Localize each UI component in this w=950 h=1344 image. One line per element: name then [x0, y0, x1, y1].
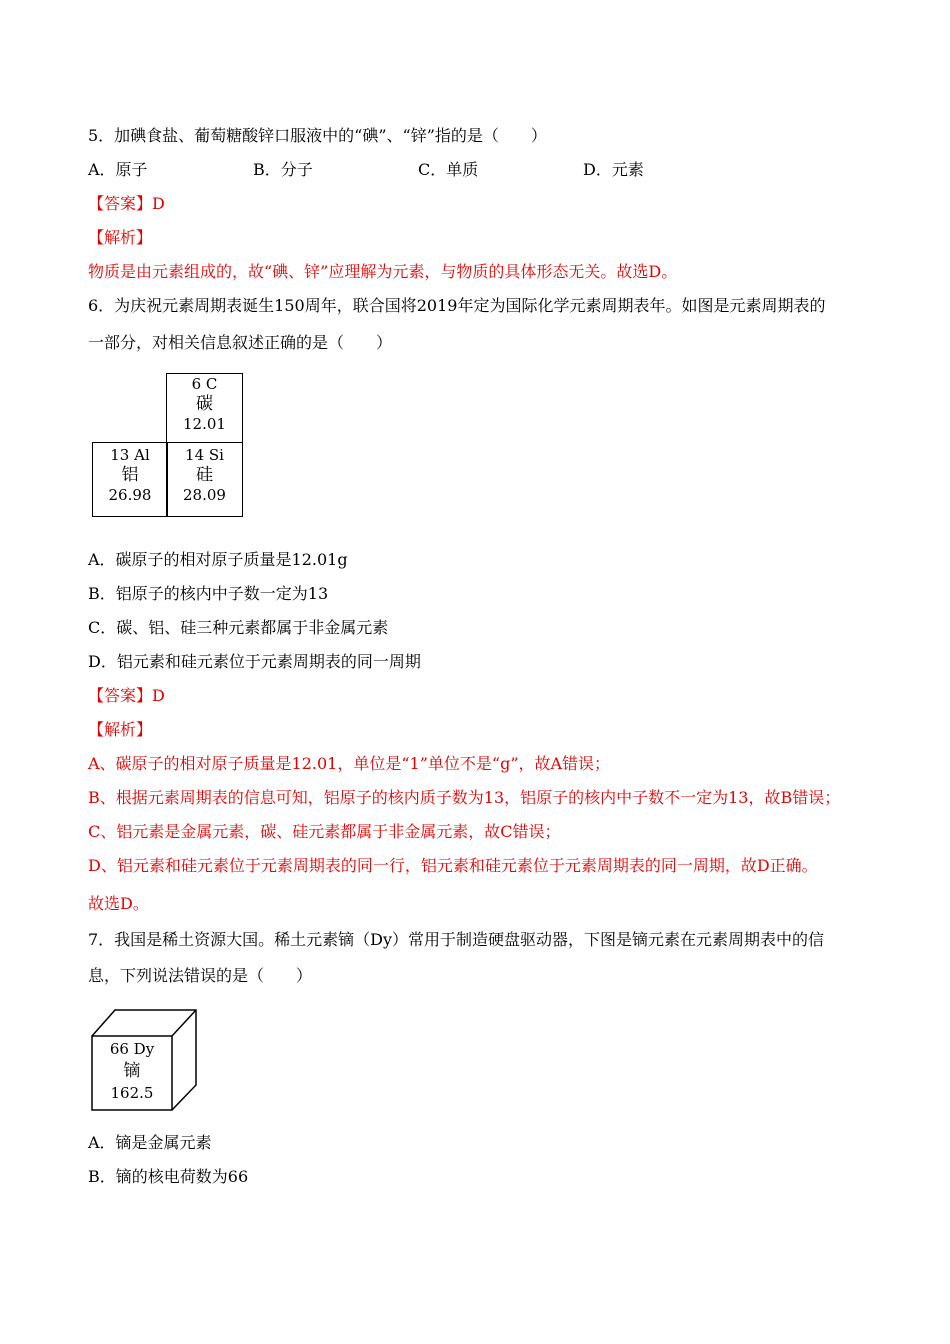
aluminium-number-symbol: 13 Al: [110, 446, 150, 464]
q7-stem-line1: 7．我国是稀土资源大国。稀土元素镝（Dy）常用于制造硬盘驱动器，下图是镝元素在元素周期表中的信: [88, 930, 825, 949]
element-cell-silicon: [166, 442, 243, 517]
q5-option-c: C．单质: [418, 160, 479, 179]
q5-analysis: 物质是由元素组成的，故“碘、锌”应理解为元素，与物质的具体形态无关。故选D。: [88, 262, 678, 281]
q6-analysis-line-c: C、铝元素是金属元素，碳、硅元素都属于非金属元素，故C错误；: [88, 822, 561, 841]
dysprosium-name: 镝: [123, 1061, 141, 1081]
q6-stem-line2: 一部分，对相关信息叙述正确的是（ ）: [88, 333, 393, 352]
q5-answer: 【答案】D: [88, 194, 165, 213]
dysprosium-cube: [90, 1008, 200, 1112]
silicon-number-symbol: 14 Si: [185, 446, 224, 464]
aluminium-mass: 26.98: [108, 486, 152, 504]
carbon-mass: 12.01: [183, 415, 226, 433]
q5-stem: 5．加碘食盐、葡萄糖酸锌口服液中的“碘”、“锌”指的是（ ）: [88, 126, 547, 145]
q7-option-a: A．镝是金属元素: [88, 1133, 212, 1152]
q5-option-a: A．原子: [88, 160, 148, 179]
q6-option-b: B．铝原子的核内中子数一定为13: [88, 584, 329, 603]
q7-stem-line2: 息，下列说法错误的是（ ）: [88, 966, 313, 985]
q5-analysis-label: 【解析】: [88, 228, 153, 247]
q7-option-b: B．镝的核电荷数为66: [88, 1167, 249, 1186]
q6-option-c: C．碳、铝、硅三种元素都属于非金属元素: [88, 618, 389, 637]
q5-option-b: B．分子: [253, 160, 313, 179]
silicon-mass: 28.09: [183, 486, 226, 504]
q6-analysis-label: 【解析】: [88, 720, 153, 739]
q6-stem-line1: 6．为庆祝元素周期表诞生150周年，联合国将2019年定为国际化学元素周期表年。如图是元素周期表的: [88, 296, 826, 315]
q6-option-a: A．碳原子的相对原子质量是12.01g: [88, 550, 348, 569]
silicon-name: 硅: [196, 465, 213, 485]
q6-analysis-line-a: A、碳原子的相对原子质量是12.01，单位是“1”单位不是“g”，故A错误；: [88, 754, 611, 773]
carbon-name: 碳: [196, 394, 213, 414]
aluminium-name: 铝: [121, 465, 139, 485]
q6-analysis-line-d: D、铝元素和硅元素位于元素周期表的同一行，铝元素和硅元素位于元素周期表的同一周期，故D正确。: [88, 856, 818, 875]
q6-analysis-line-b: B、根据元素周期表的信息可知，铝原子的核内质子数为13，铝原子的核内中子数不一定为13，故B错误；: [88, 788, 841, 807]
q6-answer: 【答案】D: [88, 686, 165, 705]
carbon-number-symbol: 6 C: [191, 375, 218, 393]
element-cell-carbon: [166, 373, 243, 443]
q6-option-d: D．铝元素和硅元素位于元素周期表的同一周期: [88, 652, 421, 671]
dysprosium-mass: 162.5: [110, 1084, 154, 1102]
element-cell-aluminium: [92, 442, 168, 517]
q5-option-d: D．元素: [583, 160, 644, 179]
q6-analysis-conclusion: 故选D。: [88, 894, 149, 913]
dysprosium-number-symbol: 66 Dy: [109, 1040, 155, 1058]
